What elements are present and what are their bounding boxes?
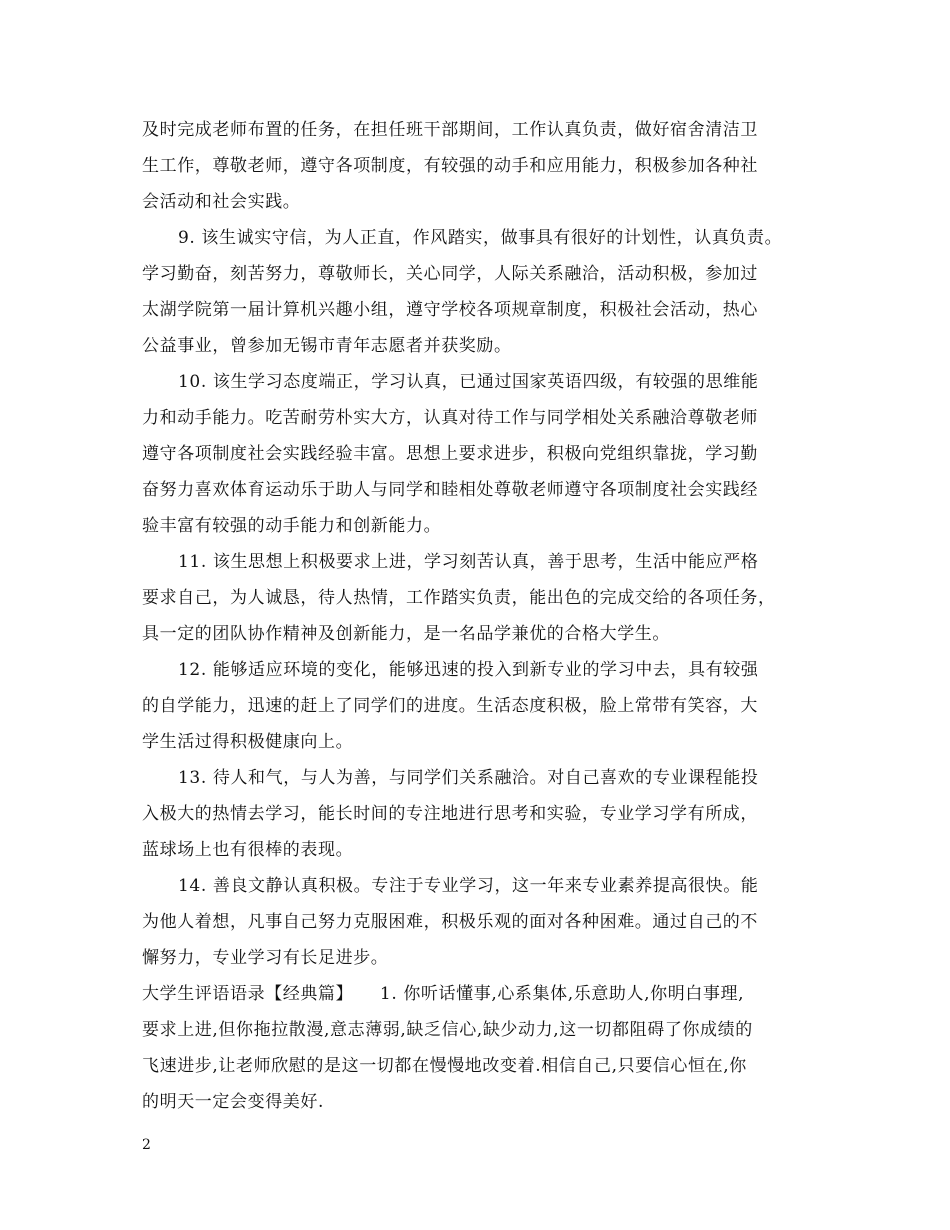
paragraph-13 [142, 760, 822, 868]
text-line: 验丰富有较强的动手能力和创新能力。 [142, 516, 442, 536]
paragraph-classic [142, 976, 822, 1120]
text-line: 具一定的团队协作精神及创新能力，是一名品学兼优的合格大学生。 [142, 624, 670, 644]
paragraph-10 [142, 364, 822, 544]
text-line: 14. 善良文静认真积极。专注于专业学习，这一年来专业素养提高很快。能 [178, 876, 759, 896]
text-line: 懈努力，专业学习有长足进步。 [142, 948, 389, 968]
text-line: 10. 该生学习态度端正，学习认真，已通过国家英语四级，有较强的思维能 [178, 372, 759, 392]
paragraph-9 [142, 220, 822, 364]
text-line: 入极大的热情去学习，能长时间的专注地进行思考和实验，专业学习学有所成， [142, 804, 758, 824]
paragraph-8-continued [142, 112, 822, 220]
paragraph-11 [142, 544, 822, 652]
page-number: 2 [142, 1137, 151, 1153]
text-line: 的明天一定会变得美好. [142, 1092, 325, 1112]
paragraph-12 [142, 652, 822, 760]
text-line: 要求上进,但你拖拉散漫,意志薄弱,缺乏信心,缺少动力,这一切都阻碍了你成绩的 [142, 1020, 753, 1040]
text-line: 奋努力喜欢体育运动乐于助人与同学和睦相处尊敬老师遵守各项制度社会实践经 [142, 480, 758, 500]
text-line: 生工作，尊敬老师，遵守各项制度，有较强的动手和应用能力，积极参加各种社 [142, 156, 758, 176]
text-line: 力和动手能力。吃苦耐劳朴实大方，认真对待工作与同学相处关系融洽尊敬老师 [142, 408, 758, 428]
text-line: 11. 该生思想上积极要求上进，学习刻苦认真，善于思考，生活中能应严格 [178, 552, 759, 572]
text-line: 为他人着想，凡事自己努力克服困难，积极乐观的面对各种困难。通过自己的不 [142, 912, 758, 932]
text-line: 及时完成老师布置的任务，在担任班干部期间，工作认真负责，做好宿舍清洁卫 [142, 120, 758, 140]
text-line: 要求自己，为人诚恳，待人热情，工作踏实负责，能出色的完成交给的各项任务， [142, 588, 776, 608]
document-body [142, 112, 822, 1120]
text-line: 学生活过得积极健康向上。 [142, 732, 354, 752]
text-line: 的自学能力，迅速的赶上了同学们的进度。生活态度积极，脸上常带有笑容，大 [142, 696, 758, 716]
text-line: 遵守各项制度社会实践经验丰富。思想上要求进步，积极向党组织靠拢，学习勤 [142, 444, 758, 464]
text-line: 公益事业，曾参加无锡市青年志愿者并获奖励。 [142, 336, 512, 356]
text-line: 飞速进步,让老师欣慰的是这一切都在慢慢地改变着.相信自己,只要信心恒在,你 [142, 1056, 747, 1076]
text-line: 蓝球场上也有很棒的表现。 [142, 840, 354, 860]
text-line: 9. 该生诚实守信，为人正直，作风踏实，做事具有很好的计划性，认真负责。 [178, 228, 783, 248]
paragraph-14 [142, 868, 822, 976]
text-line: 大学生评语语录【经典篇】 1. 你听话懂事,心系集体,乐意助人,你明白事理, [142, 984, 745, 1004]
text-line: 会活动和社会实践。 [142, 192, 301, 212]
text-line: 太湖学院第一届计算机兴趣小组，遵守学校各项规章制度，积极社会活动，热心 [142, 300, 758, 320]
text-line: 12. 能够适应环境的变化，能够迅速的投入到新专业的学习中去，具有较强 [178, 660, 759, 680]
text-line: 学习勤奋，刻苦努力，尊敬师长，关心同学，人际关系融洽，活动积极，参加过 [142, 264, 758, 284]
text-line: 13. 待人和气，与人为善，与同学们关系融洽。对自己喜欢的专业课程能投 [178, 768, 759, 788]
